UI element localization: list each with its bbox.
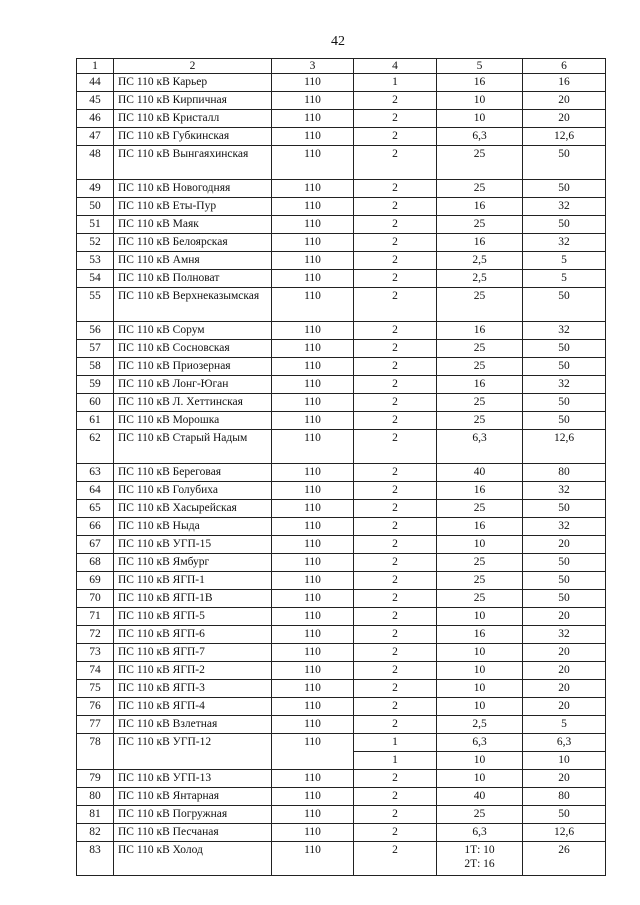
row-number: 51 bbox=[77, 216, 114, 234]
power-line: 2Т: 16 bbox=[464, 858, 495, 870]
header-col-3: 3 bbox=[272, 59, 354, 74]
transformer-power: 25 bbox=[437, 394, 523, 412]
total-power: 50 bbox=[523, 412, 606, 430]
voltage-cell: 110 bbox=[272, 698, 354, 716]
row-number: 73 bbox=[77, 644, 114, 662]
transformer-count: 2 bbox=[354, 716, 437, 734]
voltage-cell: 110 bbox=[272, 92, 354, 110]
table-row bbox=[77, 430, 606, 464]
total-power: 50 bbox=[523, 394, 606, 412]
transformer-power: 25 bbox=[437, 146, 523, 180]
transformer-count: 2 bbox=[354, 806, 437, 824]
total-power: 20 bbox=[523, 770, 606, 788]
voltage-cell: 110 bbox=[272, 608, 354, 626]
table-row bbox=[77, 788, 606, 806]
transformer-count: 2 bbox=[354, 662, 437, 680]
total-power: 80 bbox=[523, 464, 606, 482]
substation-name: ПС 110 кВ Л. Хеттинская bbox=[114, 394, 272, 412]
voltage-cell: 110 bbox=[272, 644, 354, 662]
voltage-cell: 110 bbox=[272, 464, 354, 482]
table-row bbox=[77, 662, 606, 680]
transformer-power: 25 bbox=[437, 572, 523, 590]
substation-name: ПС 110 кВ Песчаная bbox=[114, 824, 272, 842]
table-row bbox=[77, 376, 606, 394]
substation-name: ПС 110 кВ ЯГП-2 bbox=[114, 662, 272, 680]
substation-name: ПС 110 кВ Взлетная bbox=[114, 716, 272, 734]
total-power: 26 bbox=[523, 842, 606, 876]
total-power: 10 bbox=[523, 752, 606, 770]
table-row bbox=[77, 234, 606, 252]
transformer-count: 2 bbox=[354, 572, 437, 590]
row-number: 80 bbox=[77, 788, 114, 806]
transformer-count: 2 bbox=[354, 394, 437, 412]
row-number: 55 bbox=[77, 288, 114, 322]
voltage-cell: 110 bbox=[272, 806, 354, 824]
transformer-count: 2 bbox=[354, 500, 437, 518]
substation-name: ПС 110 кВ ЯГП-1В bbox=[114, 590, 272, 608]
total-power: 50 bbox=[523, 358, 606, 376]
table-row bbox=[77, 322, 606, 340]
substation-name: ПС 110 кВ Белоярская bbox=[114, 234, 272, 252]
transformer-power: 16 bbox=[437, 518, 523, 536]
row-number: 52 bbox=[77, 234, 114, 252]
voltage-cell: 110 bbox=[272, 662, 354, 680]
substation-name: ПС 110 кВ ЯГП-5 bbox=[114, 608, 272, 626]
total-power: 50 bbox=[523, 216, 606, 234]
transformer-count: 2 bbox=[354, 518, 437, 536]
table-row bbox=[77, 554, 606, 572]
row-number: 44 bbox=[77, 74, 114, 92]
transformer-power: 6,3 bbox=[437, 824, 523, 842]
voltage-cell: 110 bbox=[272, 788, 354, 806]
transformer-power: 10 bbox=[437, 662, 523, 680]
row-number: 69 bbox=[77, 572, 114, 590]
substation-name: ПС 110 кВ Губкинская bbox=[114, 128, 272, 146]
total-power: 6,3 bbox=[523, 734, 606, 752]
substation-name: ПС 110 кВ Ныда bbox=[114, 518, 272, 536]
transformer-power: 25 bbox=[437, 412, 523, 430]
row-number: 76 bbox=[77, 698, 114, 716]
total-power: 20 bbox=[523, 92, 606, 110]
table-row bbox=[77, 770, 606, 788]
table-row bbox=[77, 644, 606, 662]
total-power: 12,6 bbox=[523, 128, 606, 146]
table-row bbox=[77, 252, 606, 270]
table-row bbox=[77, 590, 606, 608]
voltage-cell: 110 bbox=[272, 824, 354, 842]
substation-name: ПС 110 кВ Маяк bbox=[114, 216, 272, 234]
transformer-count: 2 bbox=[354, 698, 437, 716]
total-power: 32 bbox=[523, 376, 606, 394]
header-col-4: 4 bbox=[354, 59, 437, 74]
transformer-power: 10 bbox=[437, 644, 523, 662]
transformer-count: 2 bbox=[354, 430, 437, 464]
substation-name: ПС 110 кВ Береговая bbox=[114, 464, 272, 482]
total-power: 20 bbox=[523, 644, 606, 662]
substation-name: ПС 110 кВ ЯГП-4 bbox=[114, 698, 272, 716]
table-row bbox=[77, 92, 606, 110]
table-row bbox=[77, 716, 606, 734]
voltage-cell: 110 bbox=[272, 394, 354, 412]
row-number: 82 bbox=[77, 824, 114, 842]
transformer-power: 10 bbox=[437, 536, 523, 554]
transformer-power: 25 bbox=[437, 500, 523, 518]
transformer-power: 2,5 bbox=[437, 252, 523, 270]
row-number: 70 bbox=[77, 590, 114, 608]
table-row bbox=[77, 270, 606, 288]
row-number: 74 bbox=[77, 662, 114, 680]
voltage-cell: 110 bbox=[272, 770, 354, 788]
table-row bbox=[77, 216, 606, 234]
transformer-power: 10 bbox=[437, 92, 523, 110]
transformer-power: 16 bbox=[437, 626, 523, 644]
transformer-count: 2 bbox=[354, 376, 437, 394]
table-row bbox=[77, 824, 606, 842]
page-number: 42 bbox=[331, 34, 345, 49]
substation-name: ПС 110 кВ ЯГП-3 bbox=[114, 680, 272, 698]
voltage-cell: 110 bbox=[272, 322, 354, 340]
transformer-count: 2 bbox=[354, 788, 437, 806]
transformer-count: 2 bbox=[354, 842, 437, 876]
transformer-count: 2 bbox=[354, 270, 437, 288]
row-number: 65 bbox=[77, 500, 114, 518]
substation-name: ПС 110 кВ ЯГП-7 bbox=[114, 644, 272, 662]
table-row bbox=[77, 608, 606, 626]
voltage-cell: 110 bbox=[272, 288, 354, 322]
row-number: 83 bbox=[77, 842, 114, 876]
header-col-2: 2 bbox=[114, 59, 272, 74]
row-number: 59 bbox=[77, 376, 114, 394]
substation-name: ПС 110 кВ Сорум bbox=[114, 322, 272, 340]
substation-name: ПС 110 кВ УГП-13 bbox=[114, 770, 272, 788]
transformer-power: 10 bbox=[437, 698, 523, 716]
table-row bbox=[77, 464, 606, 482]
voltage-cell: 110 bbox=[272, 110, 354, 128]
row-number: 67 bbox=[77, 536, 114, 554]
transformer-power: 16 bbox=[437, 234, 523, 252]
substation-name: ПС 110 кВ Голубиха bbox=[114, 482, 272, 500]
power-line: 1Т: 10 bbox=[464, 844, 495, 856]
row-number: 61 bbox=[77, 412, 114, 430]
substation-name: ПС 110 кВ Полноват bbox=[114, 270, 272, 288]
voltage-cell: 110 bbox=[272, 234, 354, 252]
transformer-count: 2 bbox=[354, 824, 437, 842]
row-number: 75 bbox=[77, 680, 114, 698]
transformer-count: 2 bbox=[354, 128, 437, 146]
row-number: 53 bbox=[77, 252, 114, 270]
substation-name: ПС 110 кВ Карьер bbox=[114, 74, 272, 92]
table-row bbox=[77, 680, 606, 698]
table-row bbox=[77, 572, 606, 590]
total-power: 20 bbox=[523, 536, 606, 554]
substation-name: ПС 110 кВ ЯГП-1 bbox=[114, 572, 272, 590]
voltage-cell: 110 bbox=[272, 146, 354, 180]
total-power: 50 bbox=[523, 146, 606, 180]
transformer-power bbox=[437, 842, 523, 876]
table-row bbox=[77, 500, 606, 518]
row-number: 68 bbox=[77, 554, 114, 572]
total-power: 50 bbox=[523, 340, 606, 358]
table-row bbox=[77, 180, 606, 198]
voltage-cell: 110 bbox=[272, 216, 354, 234]
row-number: 45 bbox=[77, 92, 114, 110]
row-number: 47 bbox=[77, 128, 114, 146]
total-power: 20 bbox=[523, 698, 606, 716]
table-row bbox=[77, 340, 606, 358]
transformer-count: 2 bbox=[354, 770, 437, 788]
voltage-cell: 110 bbox=[272, 180, 354, 198]
row-number: 71 bbox=[77, 608, 114, 626]
transformer-power: 10 bbox=[437, 770, 523, 788]
voltage-cell: 110 bbox=[272, 680, 354, 698]
voltage-cell: 110 bbox=[272, 128, 354, 146]
transformer-power: 16 bbox=[437, 74, 523, 92]
row-number: 64 bbox=[77, 482, 114, 500]
table-row bbox=[77, 358, 606, 376]
transformer-power: 25 bbox=[437, 340, 523, 358]
transformer-power: 10 bbox=[437, 680, 523, 698]
transformer-power: 16 bbox=[437, 482, 523, 500]
total-power: 32 bbox=[523, 518, 606, 536]
voltage-cell: 110 bbox=[272, 340, 354, 358]
transformer-count: 2 bbox=[354, 536, 437, 554]
total-power: 32 bbox=[523, 234, 606, 252]
transformer-power: 25 bbox=[437, 180, 523, 198]
row-number: 54 bbox=[77, 270, 114, 288]
transformer-power: 2,5 bbox=[437, 716, 523, 734]
total-power: 32 bbox=[523, 322, 606, 340]
voltage-cell: 110 bbox=[272, 554, 354, 572]
substation-name: ПС 110 кВ Амня bbox=[114, 252, 272, 270]
transformer-count: 2 bbox=[354, 358, 437, 376]
transformer-count: 1 bbox=[354, 74, 437, 92]
total-power: 32 bbox=[523, 482, 606, 500]
row-number: 48 bbox=[77, 146, 114, 180]
transformer-power: 6,3 bbox=[437, 430, 523, 464]
substation-table bbox=[76, 58, 606, 876]
transformer-power: 6,3 bbox=[437, 128, 523, 146]
row-number: 57 bbox=[77, 340, 114, 358]
row-number: 79 bbox=[77, 770, 114, 788]
voltage-cell: 110 bbox=[272, 482, 354, 500]
transformer-count: 2 bbox=[354, 644, 437, 662]
transformer-count: 2 bbox=[354, 464, 437, 482]
total-power: 12,6 bbox=[523, 430, 606, 464]
total-power: 5 bbox=[523, 270, 606, 288]
transformer-count: 1 bbox=[354, 734, 437, 752]
total-power: 16 bbox=[523, 74, 606, 92]
table-row bbox=[77, 128, 606, 146]
transformer-power: 25 bbox=[437, 358, 523, 376]
total-power: 12,6 bbox=[523, 824, 606, 842]
transformer-count: 2 bbox=[354, 626, 437, 644]
voltage-cell: 110 bbox=[272, 252, 354, 270]
substation-name: ПС 110 кВ Новогодняя bbox=[114, 180, 272, 198]
transformer-power: 10 bbox=[437, 752, 523, 770]
table-row bbox=[77, 288, 606, 322]
substation-name: ПС 110 кВ Вынгаяхинская bbox=[114, 146, 272, 180]
row-number: 78 bbox=[77, 734, 114, 770]
substation-name: ПС 110 кВ Верхнеказымская bbox=[114, 288, 272, 322]
table-row bbox=[77, 198, 606, 216]
voltage-cell: 110 bbox=[272, 716, 354, 734]
row-number: 46 bbox=[77, 110, 114, 128]
voltage-cell: 110 bbox=[272, 430, 354, 464]
transformer-power: 2,5 bbox=[437, 270, 523, 288]
row-number: 72 bbox=[77, 626, 114, 644]
row-number: 63 bbox=[77, 464, 114, 482]
substation-name: ПС 110 кВ УГП-12 bbox=[114, 734, 272, 770]
header-col-1: 1 bbox=[77, 59, 114, 74]
total-power: 20 bbox=[523, 608, 606, 626]
total-power: 32 bbox=[523, 198, 606, 216]
voltage-cell: 110 bbox=[272, 518, 354, 536]
row-number: 66 bbox=[77, 518, 114, 536]
row-number: 60 bbox=[77, 394, 114, 412]
total-power: 80 bbox=[523, 788, 606, 806]
transformer-count: 2 bbox=[354, 146, 437, 180]
transformer-power: 25 bbox=[437, 590, 523, 608]
total-power: 32 bbox=[523, 626, 606, 644]
table-row bbox=[77, 394, 606, 412]
transformer-power: 25 bbox=[437, 554, 523, 572]
substation-name: ПС 110 кВ Сосновская bbox=[114, 340, 272, 358]
substation-name: ПС 110 кВ Ямбург bbox=[114, 554, 272, 572]
transformer-count: 1 bbox=[354, 752, 437, 770]
transformer-count: 2 bbox=[354, 482, 437, 500]
total-power: 50 bbox=[523, 500, 606, 518]
row-number: 50 bbox=[77, 198, 114, 216]
total-power: 50 bbox=[523, 590, 606, 608]
transformer-count: 2 bbox=[354, 92, 437, 110]
voltage-cell: 110 bbox=[272, 572, 354, 590]
voltage-cell: 110 bbox=[272, 270, 354, 288]
total-power: 5 bbox=[523, 716, 606, 734]
substation-name: ПС 110 кВ Кирпичная bbox=[114, 92, 272, 110]
table-row bbox=[77, 842, 606, 876]
voltage-cell: 110 bbox=[272, 500, 354, 518]
transformer-power: 10 bbox=[437, 608, 523, 626]
transformer-power: 25 bbox=[437, 806, 523, 824]
substation-name: ПС 110 кВ Погружная bbox=[114, 806, 272, 824]
substation-name: ПС 110 кВ Хасырейская bbox=[114, 500, 272, 518]
transformer-power: 25 bbox=[437, 216, 523, 234]
voltage-cell: 110 bbox=[272, 376, 354, 394]
transformer-count: 2 bbox=[354, 590, 437, 608]
voltage-cell: 110 bbox=[272, 626, 354, 644]
substation-name: ПС 110 кВ ЯГП-6 bbox=[114, 626, 272, 644]
transformer-count: 2 bbox=[354, 198, 437, 216]
transformer-power: 16 bbox=[437, 198, 523, 216]
total-power: 50 bbox=[523, 288, 606, 322]
header-row bbox=[77, 59, 606, 74]
table-body bbox=[77, 74, 606, 876]
table-row bbox=[77, 806, 606, 824]
table-row bbox=[77, 74, 606, 92]
transformer-count: 2 bbox=[354, 110, 437, 128]
total-power: 20 bbox=[523, 662, 606, 680]
transformer-count: 2 bbox=[354, 234, 437, 252]
substation-name: ПС 110 кВ Янтарная bbox=[114, 788, 272, 806]
transformer-count: 2 bbox=[354, 412, 437, 430]
table-row bbox=[77, 110, 606, 128]
transformer-power: 16 bbox=[437, 322, 523, 340]
transformer-power: 6,3 bbox=[437, 734, 523, 752]
substation-name: ПС 110 кВ Старый Надым bbox=[114, 430, 272, 464]
voltage-cell: 110 bbox=[272, 198, 354, 216]
total-power: 50 bbox=[523, 572, 606, 590]
substation-name: ПС 110 кВ Холод bbox=[114, 842, 272, 876]
total-power: 20 bbox=[523, 110, 606, 128]
transformer-count: 2 bbox=[354, 288, 437, 322]
transformer-power: 16 bbox=[437, 376, 523, 394]
table-row bbox=[77, 626, 606, 644]
row-number: 49 bbox=[77, 180, 114, 198]
row-number: 56 bbox=[77, 322, 114, 340]
total-power: 5 bbox=[523, 252, 606, 270]
transformer-power: 10 bbox=[437, 110, 523, 128]
voltage-cell: 110 bbox=[272, 536, 354, 554]
row-number: 77 bbox=[77, 716, 114, 734]
substation-name: ПС 110 кВ Лонг-Юган bbox=[114, 376, 272, 394]
table-row bbox=[77, 536, 606, 554]
transformer-count: 2 bbox=[354, 180, 437, 198]
substation-name: ПС 110 кВ УГП-15 bbox=[114, 536, 272, 554]
transformer-count: 2 bbox=[354, 322, 437, 340]
total-power: 20 bbox=[523, 680, 606, 698]
table-row bbox=[77, 518, 606, 536]
transformer-count: 2 bbox=[354, 340, 437, 358]
transformer-count: 2 bbox=[354, 216, 437, 234]
voltage-cell: 110 bbox=[272, 590, 354, 608]
transformer-count: 2 bbox=[354, 680, 437, 698]
row-number: 81 bbox=[77, 806, 114, 824]
voltage-cell: 110 bbox=[272, 842, 354, 876]
header-col-5: 5 bbox=[437, 59, 523, 74]
substation-name: ПС 110 кВ Кристалл bbox=[114, 110, 272, 128]
total-power: 50 bbox=[523, 806, 606, 824]
voltage-cell: 110 bbox=[272, 74, 354, 92]
table-row bbox=[77, 146, 606, 180]
substation-name: ПС 110 кВ Приозерная bbox=[114, 358, 272, 376]
transformer-power: 25 bbox=[437, 288, 523, 322]
transformer-power: 40 bbox=[437, 788, 523, 806]
table-row bbox=[77, 734, 606, 752]
transformer-count: 2 bbox=[354, 554, 437, 572]
total-power: 50 bbox=[523, 554, 606, 572]
substation-name: ПС 110 кВ Еты-Пур bbox=[114, 198, 272, 216]
transformer-count: 2 bbox=[354, 252, 437, 270]
table-row bbox=[77, 698, 606, 716]
voltage-cell: 110 bbox=[272, 412, 354, 430]
row-number: 58 bbox=[77, 358, 114, 376]
header-col-6: 6 bbox=[523, 59, 606, 74]
voltage-cell: 110 bbox=[272, 358, 354, 376]
row-number: 62 bbox=[77, 430, 114, 464]
transformer-count: 2 bbox=[354, 608, 437, 626]
voltage-cell: 110 bbox=[272, 734, 354, 770]
table-row bbox=[77, 482, 606, 500]
substation-name: ПС 110 кВ Морошка bbox=[114, 412, 272, 430]
table-row bbox=[77, 412, 606, 430]
transformer-power: 40 bbox=[437, 464, 523, 482]
total-power: 50 bbox=[523, 180, 606, 198]
